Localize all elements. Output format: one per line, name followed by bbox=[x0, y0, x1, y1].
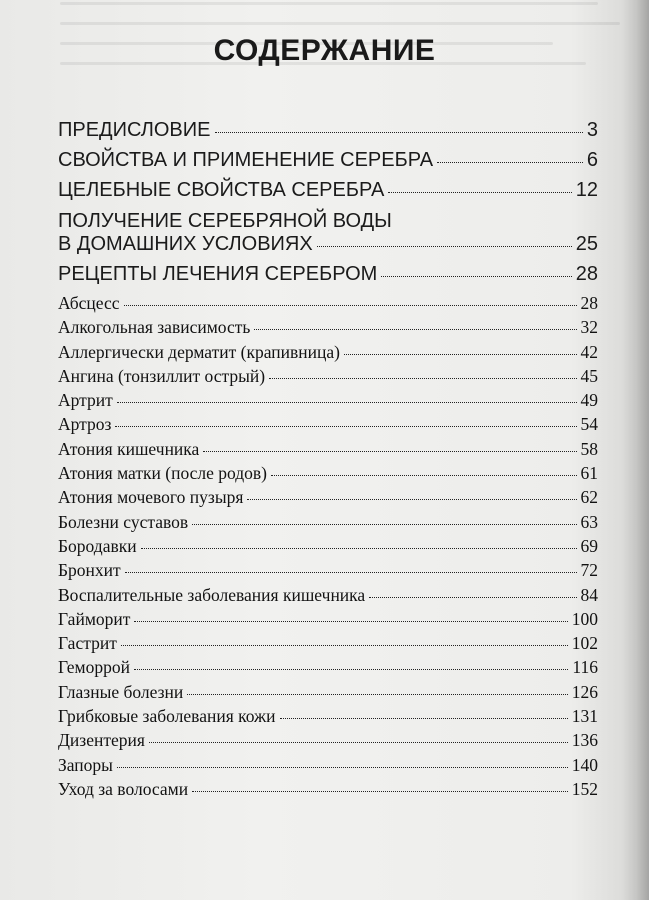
toc-entry-row[interactable] bbox=[58, 366, 598, 390]
toc-page-number: 116 bbox=[572, 657, 598, 678]
toc-page-number: 32 bbox=[580, 317, 598, 338]
toc-page-number: 28 bbox=[580, 293, 598, 313]
toc-entry-label: Ангина (тонзиллит острый) bbox=[58, 365, 266, 386]
toc-page-number: 131 bbox=[571, 706, 598, 727]
toc-entry-row[interactable] bbox=[58, 512, 598, 536]
toc-page-number: 140 bbox=[571, 754, 598, 775]
toc-entry-label: Грибковые заболевания кожи bbox=[58, 706, 276, 727]
toc-entry-label: Артрит bbox=[58, 390, 113, 411]
toc-page-number: 126 bbox=[571, 681, 598, 702]
dot-leader bbox=[388, 192, 571, 193]
dot-leader bbox=[254, 329, 576, 330]
dot-leader bbox=[317, 246, 572, 247]
toc-page-number: 69 bbox=[580, 535, 598, 556]
dot-leader bbox=[247, 499, 576, 500]
dot-leader bbox=[192, 791, 568, 792]
toc-page-number: 3 bbox=[586, 119, 598, 141]
spine-shadow bbox=[621, 0, 649, 900]
toc-page-number: 100 bbox=[571, 608, 598, 629]
dot-leader bbox=[437, 162, 583, 163]
toc-entry-row[interactable] bbox=[58, 463, 598, 487]
toc-page-number: 6 bbox=[586, 149, 598, 171]
toc-section-label: ПРЕДИСЛОВИЕ bbox=[58, 119, 211, 141]
toc-entry-label: Бронхит bbox=[58, 560, 121, 581]
toc-page-number: 58 bbox=[580, 438, 598, 459]
toc-page-number: 54 bbox=[580, 414, 598, 435]
toc-section-row bbox=[58, 233, 598, 263]
dot-leader bbox=[203, 451, 576, 452]
toc-entry-label: Атония кишечника bbox=[58, 438, 200, 459]
toc-entry-row[interactable] bbox=[58, 779, 598, 803]
toc-entry-label: Абсцесс bbox=[58, 293, 120, 313]
toc-entry-row[interactable] bbox=[58, 585, 598, 609]
toc-entry-label: Бородавки bbox=[58, 535, 137, 556]
toc-entry-label: Атония матки (после родов) bbox=[58, 463, 268, 484]
dot-leader bbox=[124, 305, 577, 306]
toc-page-number: 49 bbox=[580, 390, 598, 411]
toc-page-number: 152 bbox=[571, 778, 598, 799]
toc-page-number: 61 bbox=[580, 463, 598, 484]
toc-entry-list bbox=[58, 293, 598, 803]
dot-leader bbox=[115, 426, 576, 427]
dot-leader bbox=[215, 132, 583, 133]
bleed-line bbox=[60, 2, 598, 5]
toc-entry-label: Артроз bbox=[58, 414, 112, 435]
toc-entry-label: Глазные болезни bbox=[58, 681, 184, 702]
toc-entry-label: Гастрит bbox=[58, 633, 117, 654]
dot-leader bbox=[134, 621, 567, 622]
toc-entry-row[interactable] bbox=[58, 633, 598, 657]
toc-entry-label: Гайморит bbox=[58, 608, 131, 629]
toc-entry-row[interactable] bbox=[58, 657, 598, 681]
toc-entry-label: Дизентерия bbox=[58, 730, 145, 751]
toc-section-label: ЦЕЛЕБНЫЕ СВОЙСТВА СЕРЕБРА bbox=[58, 179, 385, 201]
toc-page-number: 136 bbox=[571, 730, 598, 751]
toc-page-number: 12 bbox=[575, 179, 598, 201]
toc-entry-label: Уход за волосами bbox=[58, 778, 189, 799]
toc-entry-row[interactable] bbox=[58, 487, 598, 511]
toc-entry-row[interactable] bbox=[58, 536, 598, 560]
toc-page-number: 72 bbox=[580, 560, 598, 581]
toc-entry-row[interactable] bbox=[58, 342, 598, 366]
toc-entry-row[interactable] bbox=[58, 414, 598, 438]
dot-leader bbox=[125, 572, 577, 573]
toc-entry-label: Атония мочевого пузыря bbox=[58, 487, 244, 508]
dot-leader bbox=[121, 645, 568, 646]
toc-entry-row[interactable] bbox=[58, 439, 598, 463]
toc-section-row[interactable] bbox=[58, 119, 598, 149]
toc-page-number: 84 bbox=[580, 584, 598, 605]
dot-leader bbox=[271, 475, 576, 476]
toc-section-row[interactable] bbox=[58, 149, 598, 179]
toc-page-number: 42 bbox=[580, 341, 598, 362]
bleed-line bbox=[60, 22, 620, 25]
toc-entry-row[interactable] bbox=[58, 560, 598, 584]
toc-section-multiline[interactable] bbox=[58, 209, 598, 263]
dot-leader bbox=[134, 669, 568, 670]
toc-entry-label: Геморрой bbox=[58, 657, 130, 678]
toc-section-label-line2: В ДОМАШНИХ УСЛОВИЯХ bbox=[58, 233, 313, 255]
toc-entry-row[interactable] bbox=[58, 682, 598, 706]
toc-page-number: 63 bbox=[580, 511, 598, 532]
toc-page-number: 28 bbox=[575, 263, 598, 285]
toc-section-label-line1: ПОЛУЧЕНИЕ СЕРЕБРЯНОЙ ВОДЫ bbox=[58, 210, 392, 232]
dot-leader bbox=[269, 378, 576, 379]
toc-page-number: 25 bbox=[575, 233, 598, 255]
toc-page-number: 45 bbox=[580, 365, 598, 386]
dot-leader bbox=[344, 354, 577, 355]
toc-entry-label: Аллергически дерматит (крапивница) bbox=[58, 341, 340, 362]
toc-entry-row[interactable] bbox=[58, 706, 598, 730]
toc-entry-row[interactable] bbox=[58, 293, 598, 317]
toc-entry-label: Болезни суставов bbox=[58, 511, 189, 532]
toc-section-row[interactable] bbox=[58, 263, 598, 293]
dot-leader bbox=[149, 742, 568, 743]
toc-entry-row[interactable] bbox=[58, 609, 598, 633]
page-title: СОДЕРЖАНИЕ bbox=[213, 34, 436, 67]
toc-entry-row[interactable] bbox=[58, 755, 598, 779]
toc-section-list bbox=[58, 119, 598, 293]
dot-leader bbox=[117, 402, 577, 403]
dot-leader bbox=[381, 276, 571, 277]
table-of-contents bbox=[58, 119, 598, 803]
toc-section-label: СВОЙСТВА И ПРИМЕНЕНИЕ СЕРЕБРА bbox=[58, 149, 434, 171]
dot-leader bbox=[192, 524, 576, 525]
toc-section-row[interactable] bbox=[58, 179, 598, 209]
toc-section-label: РЕЦЕПТЫ ЛЕЧЕНИЯ СЕРЕБРОМ bbox=[58, 263, 378, 285]
dot-leader bbox=[187, 694, 567, 695]
dot-leader bbox=[280, 718, 568, 719]
toc-entry-label: Алкогольная зависимость bbox=[58, 317, 251, 338]
dot-leader bbox=[141, 548, 577, 549]
toc-entry-label: Запоры bbox=[58, 754, 113, 775]
dot-leader bbox=[117, 767, 568, 768]
toc-entry-label: Воспалительные заболевания кишечника bbox=[58, 584, 366, 605]
toc-page-number: 62 bbox=[580, 487, 598, 508]
toc-entry-row[interactable] bbox=[58, 317, 598, 341]
toc-entry-row[interactable] bbox=[58, 730, 598, 754]
toc-page-number: 102 bbox=[571, 633, 598, 654]
toc-entry-row[interactable] bbox=[58, 390, 598, 414]
dot-leader bbox=[369, 597, 576, 598]
